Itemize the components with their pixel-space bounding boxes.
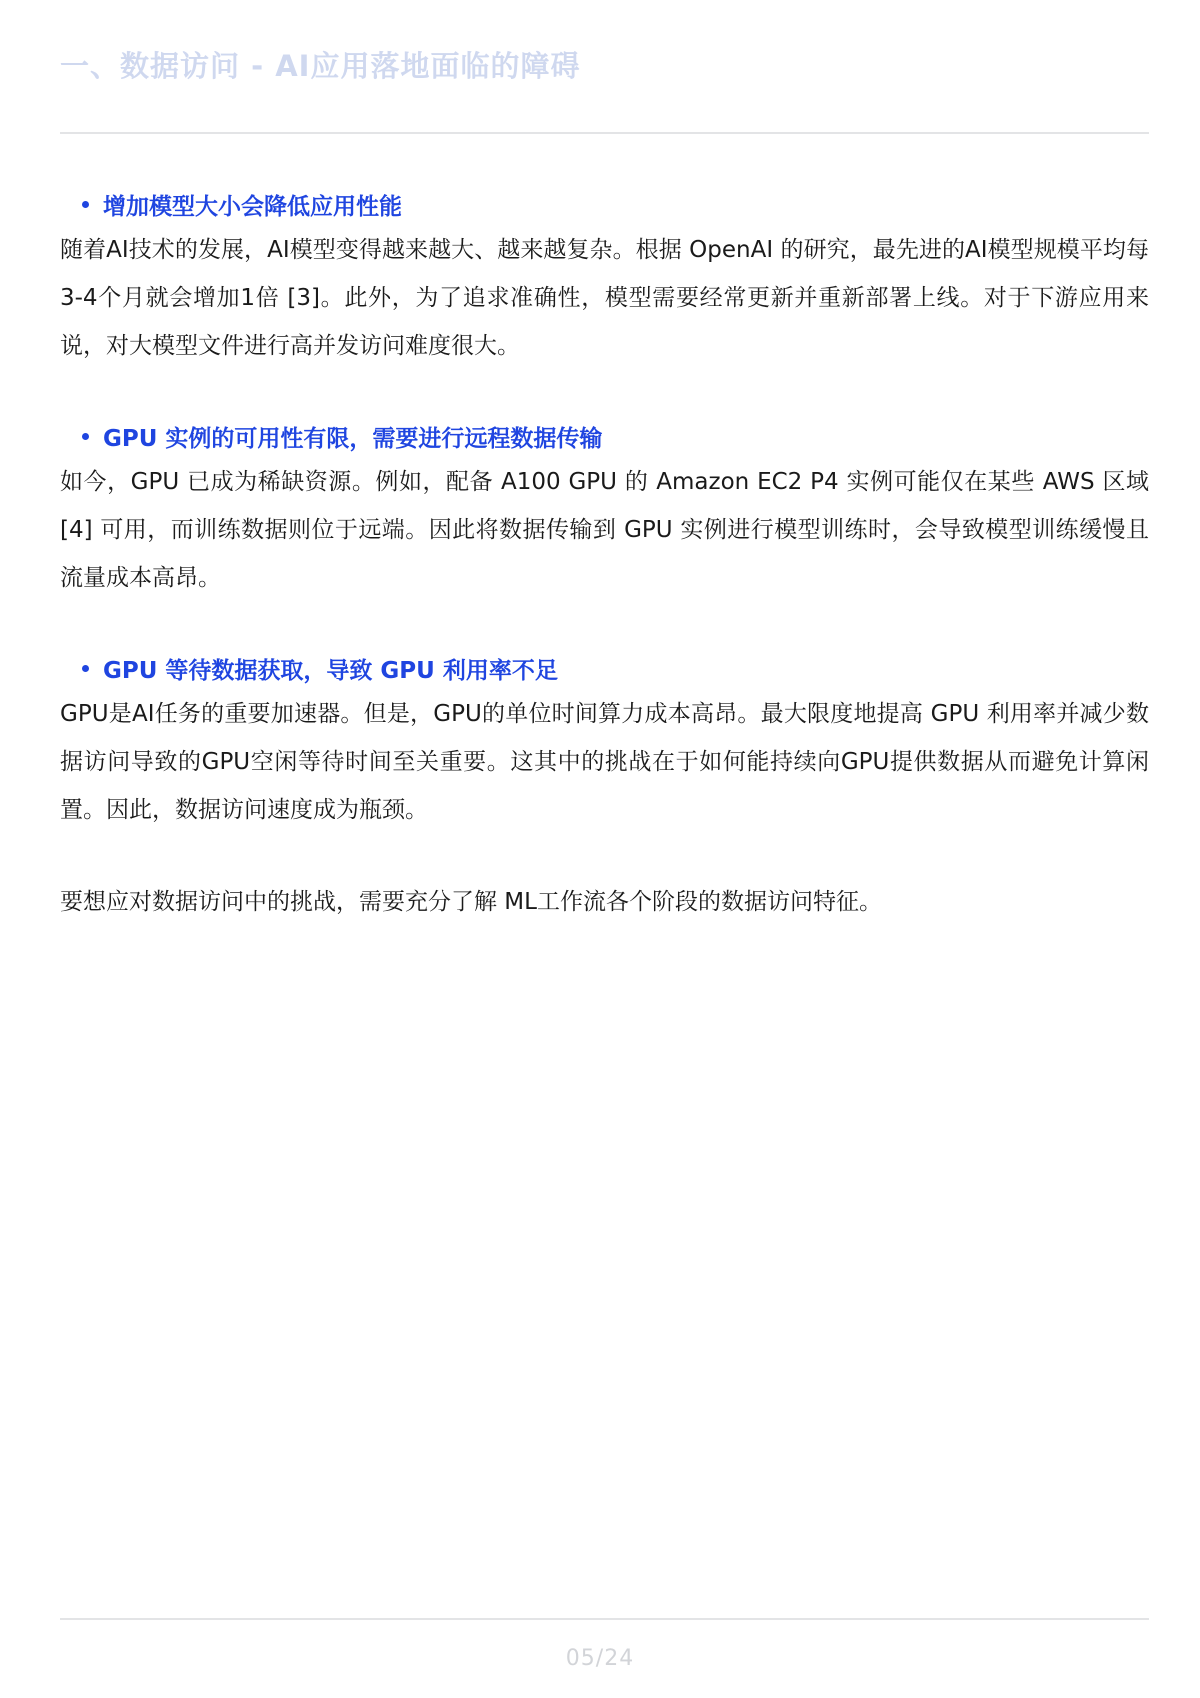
section-heading-text: GPU 等待数据获取，导致 GPU 利用率不足 xyxy=(103,657,558,684)
section-body: GPU是AI任务的重要加速器。但是，GPU的单位时间算力成本高昂。最大限度地提高 GPU 利用率并减少数据访问导致的GPU空闲等待时间至关重要。这其中的挑战在于如何能持续向GPU提供数据从而避免计算闲置。因此，数据访问速度成为瓶颈。 xyxy=(60,701,1149,823)
section-heading-text: 增加模型大小会降低应用性能 xyxy=(103,193,402,220)
section-body: 随着AI技术的发展，AI模型变得越来越大、越来越复杂。根据 OpenAI 的研究，最先进的AI模型规模平均每3-4个月就会增加1倍 [3]。此外，为了追求准确性，模型需要经常更新并重新部署上线。对于下游应用来说，对大模型文件进行高并发访问难度很大。 xyxy=(60,237,1149,359)
bullet-icon xyxy=(82,665,89,672)
section-gpu-utilization xyxy=(60,646,1149,834)
main-content xyxy=(60,182,1149,926)
section-body: 如今，GPU 已成为稀缺资源。例如，配备 A100 GPU 的 Amazon EC2 P4 实例可能仅在某些 AWS 区域 [4] 可用，而训练数据则位于远端。因此将数据传输到 GPU 实例进行模型训练时，会导致模型训练缓慢且流量成本高昂。 xyxy=(60,469,1149,591)
section-heading-text: GPU 实例的可用性有限，需要进行远程数据传输 xyxy=(103,425,603,452)
bullet-icon xyxy=(82,433,89,440)
section-heading xyxy=(60,182,1149,226)
section-heading xyxy=(60,646,1149,690)
section-heading xyxy=(60,414,1149,458)
section-gpu-availability xyxy=(60,414,1149,602)
bullet-icon xyxy=(82,201,89,208)
header-divider xyxy=(60,132,1149,134)
section-model-size xyxy=(60,182,1149,370)
page-title: 一、数据访问 - AI应用落地面临的障碍 xyxy=(60,49,581,83)
closing-paragraph: 要想应对数据访问中的挑战，需要充分了解 ML工作流各个阶段的数据访问特征。 xyxy=(60,889,882,915)
page-number: 05/24 xyxy=(565,1646,635,1671)
footer-divider xyxy=(60,1618,1149,1620)
